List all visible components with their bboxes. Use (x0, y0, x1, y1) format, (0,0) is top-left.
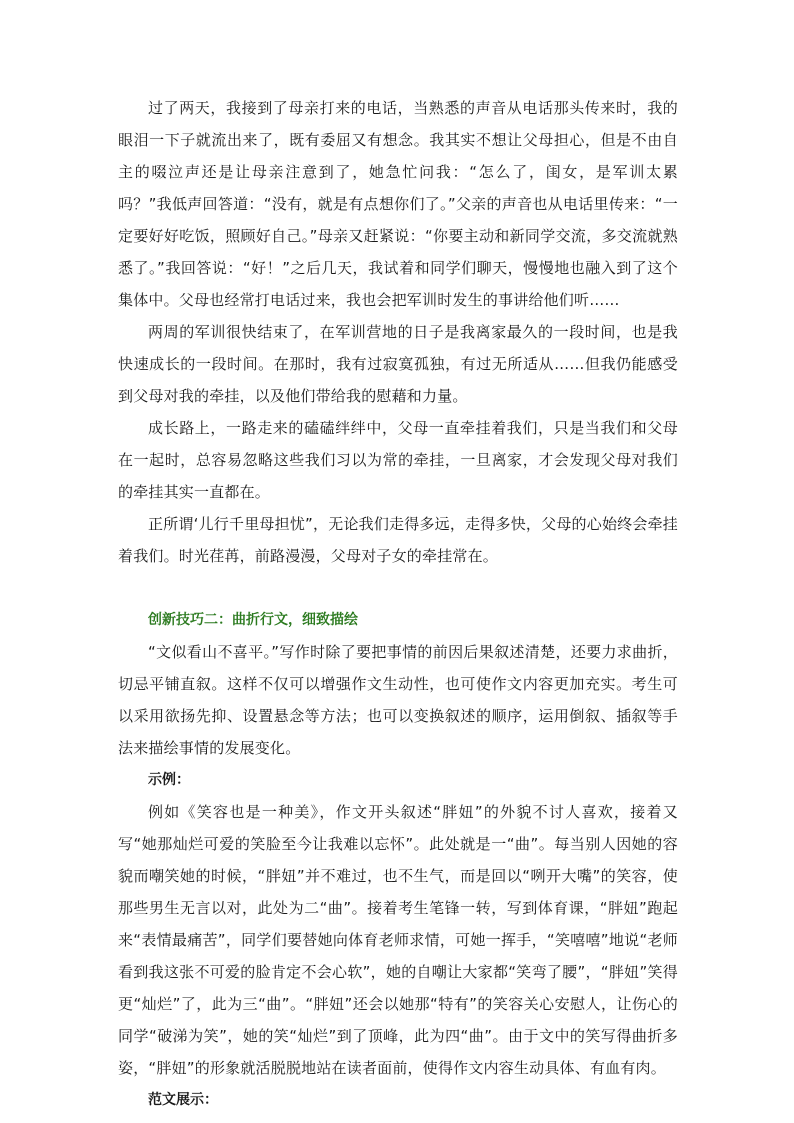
example-label: 示例： (148, 772, 190, 788)
paragraph-growth: 成长路上，一路走来的磕磕绊绊中，父母一直牵挂着我们，只是当我们和父母在一起时，总容易忽略这些我们习以为常的牵挂，一旦离家，才会发现父母对我们的牵挂其实一直都在。 (118, 419, 678, 501)
example-text: 例如《笑容也是一种美》，作文开头叙述“胖妞”的外貌不讨人喜欢，接着又写“她那灿烂可爱的笑脸至今让我难以忘怀”。此处就是一“曲”。每当别人因她的容貌而嘲笑她的时候，“胖妞”并不难过，也不生气，而是回以“咧开大嘴”的笑容，使那些男生无言以对，此处为二“曲”。接着考生笔锋一转，写到体育课，“胖妞”跑起来“表情最痛苦”，同学们要替她向体育老师求情，可她一挥手，“笑嘻嘻”地说“老师看到我这张不可爱的脸肯定不会心软”，她的自嘲让大家都“笑弯了腰”，“胖妞”笑得更“灿烂”了，此为三“曲”。“胖妞”还会以她那“特有”的笑容关心安慰人，让伤心的同学“破涕为笑”，她的笑“灿烂”到了顶峰，此为四“曲”。由于文中的笑写得曲折多姿，“胖妞”的形象就活脱脱地站在读者面前，使得作文内容生动具体、有血有肉。 (118, 803, 678, 1077)
section-intro: “文似看山不喜平。”写作时除了要把事情的前因后果叙述清楚，还要力求曲折，切忌平铺直叙。这样不仅可以增强作文生动性，也可使作文内容更加充实。考生可以采用欲扬先抑、设置悬念等方法；也可以变换叙述的顺序，运用倒叙、插叙等手法来描绘事情的发展变化。 (118, 643, 678, 757)
paragraph-training-end: 两周的军训很快结束了，在军训营地的日子是我离家最久的一段时间，也是我快速成长的一段时间。在那时，我有过寂寞孤独，有过无所适从……但我仍能感受到父母对我的牵挂，以及他们带给我的慰藉和力量。 (118, 323, 678, 405)
paragraph-phone-call: 过了两天，我接到了母亲打来的电话，当熟悉的声音从电话那头传来时，我的眼泪一下子就流出来了，既有委屈又有想念。我其实不想让父母担心，但是不由自主的啜泣声还是让母亲注意到了，她急忙问我：“怎么了，闺女，是军训太累吗？”我低声回答道：“没有，就是有点想你们了。”父亲的声音也从电话里传来：“一定要好好吃饭，照顾好自己。”母亲又赶紧说：“你要主动和新同学交流，多交流就熟悉了。”我回答说：“好！”之后几天，我试着和同学们聊天，慢慢地也融入到了这个集体中。父母也经常打电话过来，我也会把军训时发生的事讲给他们听…… (118, 99, 678, 309)
showcase-label: 范文展示： (148, 1092, 218, 1108)
paragraph-conclusion: 正所谓‘儿行千里母担忧”，无论我们走得多远，走得多快，父母的心始终会牵挂着我们。时光荏苒，前路漫漫，父母对子女的牵挂常在。 (118, 515, 678, 565)
section-heading: 创新技巧二：曲折行文，细致描绘 (148, 612, 358, 628)
document-page (118, 92, 678, 1116)
